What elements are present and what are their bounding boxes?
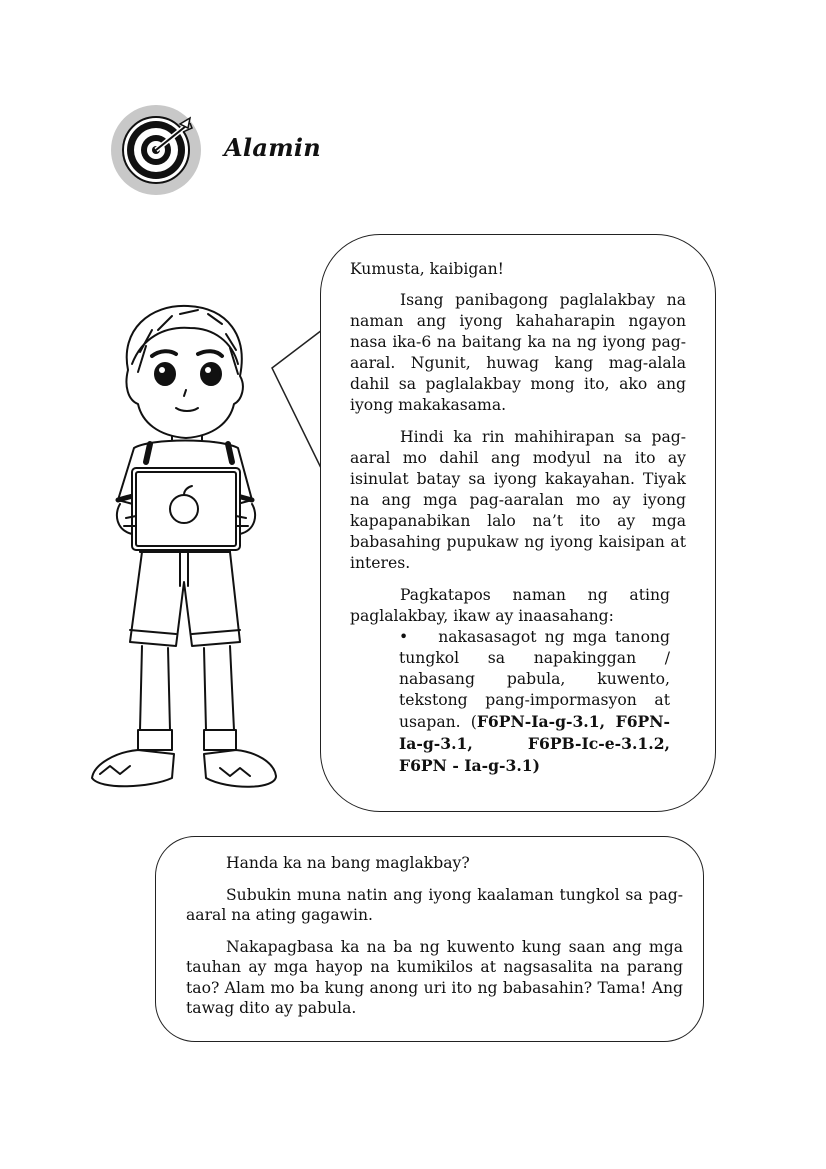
expectations-paragraph: Pagkatapos naman ng ating paglalakbay, ikaw ay inaasahang: [350, 586, 670, 625]
objective-item [399, 627, 670, 777]
greeting-text: Kumusta, kaibigan! [350, 260, 504, 278]
intro-paragraph: Isang panibagong paglalakbay na naman ang iyong kahaharapin ngayon nasa ika-6 na baitang ka na ng iyong pag-aaral. Ngunit, huwag kang mag-alala dahil sa paglalakbay mong ito, ako ang iyong makakasama. [350, 291, 686, 414]
module-paragraph: Hindi ka rin mahihirapan sa pag-aaral mo dahil ang modyul na ito ay isinulat batay sa iyong kakayahan. Tiyak na ang mga pag-aaralan mo ay iyong kapapanabikan lalo na’t ito ay mga babasahing pupukaw ng iyong kaisipan at interes. [350, 428, 686, 572]
bullet-icon: • [399, 628, 409, 646]
pretest-paragraph: Subukin muna natin ang iyong kaalaman tungkol sa pag-aaral na ating gagawin. [186, 885, 683, 924]
speech-bubble-tail [266, 320, 326, 480]
intro-box [155, 836, 704, 1042]
ready-question: Handa ka na bang maglakbay? [226, 854, 470, 872]
competency-codes: F6PN-Ia-g-3.1, F6PN-Ia-g-3.1, F6PB-Ic-e-3.1.2, F6PN - Ia-g-3.1) [399, 712, 670, 775]
target-icon [110, 104, 202, 196]
objectives-list [399, 627, 670, 777]
section-title: Alamin [224, 133, 322, 162]
speech-bubble [320, 234, 716, 812]
pabula-paragraph: Nakapagbasa ka na ba ng kuwento kung saan ang mga tauhan ay mga hayop na kumikilos at nagsasalita na parang tao? Alam mo ba kung anong uri ito ng babasahin? Tama! Ang tawag dito ay pabula. [186, 937, 683, 1017]
objective-text: nakasasagot ng mga tanong tungkol sa napakinggan / nabasang pabula, kuwento, tekstong pang-impormasyon at usapan. ( [399, 628, 670, 731]
boy-holding-tablet-illustration [80, 290, 290, 810]
